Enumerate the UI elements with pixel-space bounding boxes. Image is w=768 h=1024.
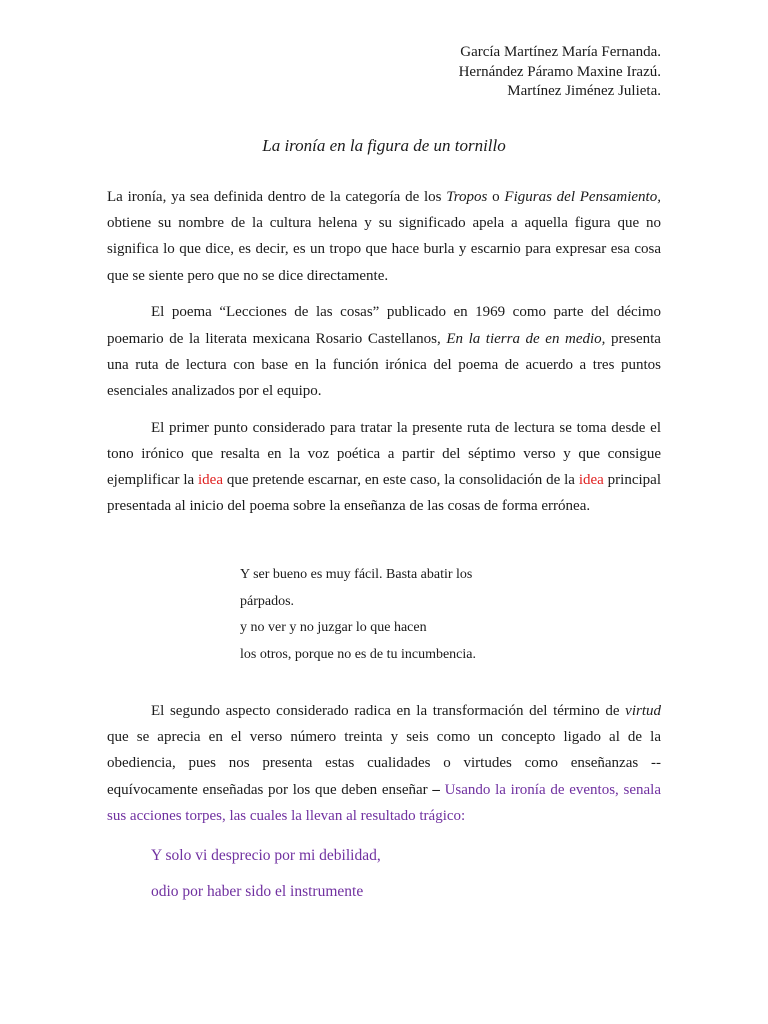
paragraph-text: El segundo aspecto considerado radica en la transformación del término de bbox=[151, 703, 626, 719]
paragraph-text: El poema “Lecciones de las cosas” publicado en 1969 como parte del décimo poemario de la literata mexicana Rosario Castellanos, bbox=[107, 304, 661, 347]
author-name: García Martínez María Fernanda. bbox=[460, 44, 661, 60]
quote-line: párpados. bbox=[240, 593, 295, 609]
paragraph-text: El primer punto considerado para tratar la presente ruta de lectura se toma desde el tono irónico que resalta en la voz poética a partir del séptimo verso y que consigue ejemplificar la bbox=[107, 419, 661, 489]
paragraph-2 bbox=[107, 299, 661, 404]
paragraph-1 bbox=[107, 184, 661, 289]
italic-book-title: En la tierra de en medio, bbox=[446, 330, 606, 347]
highlighted-word: idea bbox=[578, 472, 604, 489]
verse-line: odio por haber sido el instrumente bbox=[151, 883, 364, 900]
paragraph-text: principal presentada al inicio del poema sobre la enseñanza de las cosas de forma errónea. bbox=[107, 472, 661, 515]
author-list bbox=[459, 43, 661, 102]
highlighted-text: Usando la ironía de eventos, senala sus acciones torpes, las cuales la llevan al resultado trágico: bbox=[107, 781, 661, 824]
author-name: Hernández Páramo Maxine Irazú. bbox=[458, 63, 661, 80]
author-name: Martínez Jiménez Julieta. bbox=[507, 83, 661, 99]
paragraph-text: o bbox=[487, 189, 505, 205]
paragraph-text: presenta una ruta de lectura con base en la función irónica del poema de acuerdo a tres puntos esenciales analizados por el equipo. bbox=[107, 330, 661, 399]
paragraph-text: obtiene su nombre de la cultura helena y su significado apela a aquella figura que no significa lo que dice, es decir, es un tropo que hace burla y escarnio para expresar esa cosa que se siente pero que no se dice directamente. bbox=[107, 215, 661, 284]
document-title: La ironía en la figura de un tornillo bbox=[262, 136, 506, 155]
italic-term: Figuras del Pensamiento, bbox=[504, 189, 661, 205]
highlighted-word: idea bbox=[198, 472, 223, 489]
paragraph-3 bbox=[107, 415, 661, 520]
paragraph-4 bbox=[107, 698, 661, 829]
paragraph-text: que pretende escarnar, en este caso, la consolidación de la bbox=[222, 472, 579, 489]
body-section-1 bbox=[107, 184, 661, 530]
body-section-2 bbox=[107, 698, 661, 840]
dash: – bbox=[432, 781, 440, 798]
quote-line: los otros, porque no es de tu incumbencia. bbox=[240, 646, 477, 662]
verse-line: Y solo vi desprecio por mi debilidad, bbox=[151, 847, 381, 864]
paragraph-text: que se aprecia en el verso número treinta y seis como un concepto ligado al de la obediencia, pues nos presenta estas cualidades o virtudes como enseñanzas -- equívocamente enseñadas por los que deben enseñar bbox=[107, 729, 661, 798]
quote-line: y no ver y no juzgar lo que hacen bbox=[240, 620, 427, 635]
italic-term: virtud bbox=[625, 703, 661, 719]
quote-line: Y ser bueno es muy fácil. Basta abatir los bbox=[240, 567, 473, 582]
paragraph-text: La ironía, ya sea definida dentro de la categoría de los bbox=[107, 189, 447, 205]
italic-term: Tropos bbox=[446, 189, 488, 205]
poem-quote bbox=[240, 562, 476, 668]
